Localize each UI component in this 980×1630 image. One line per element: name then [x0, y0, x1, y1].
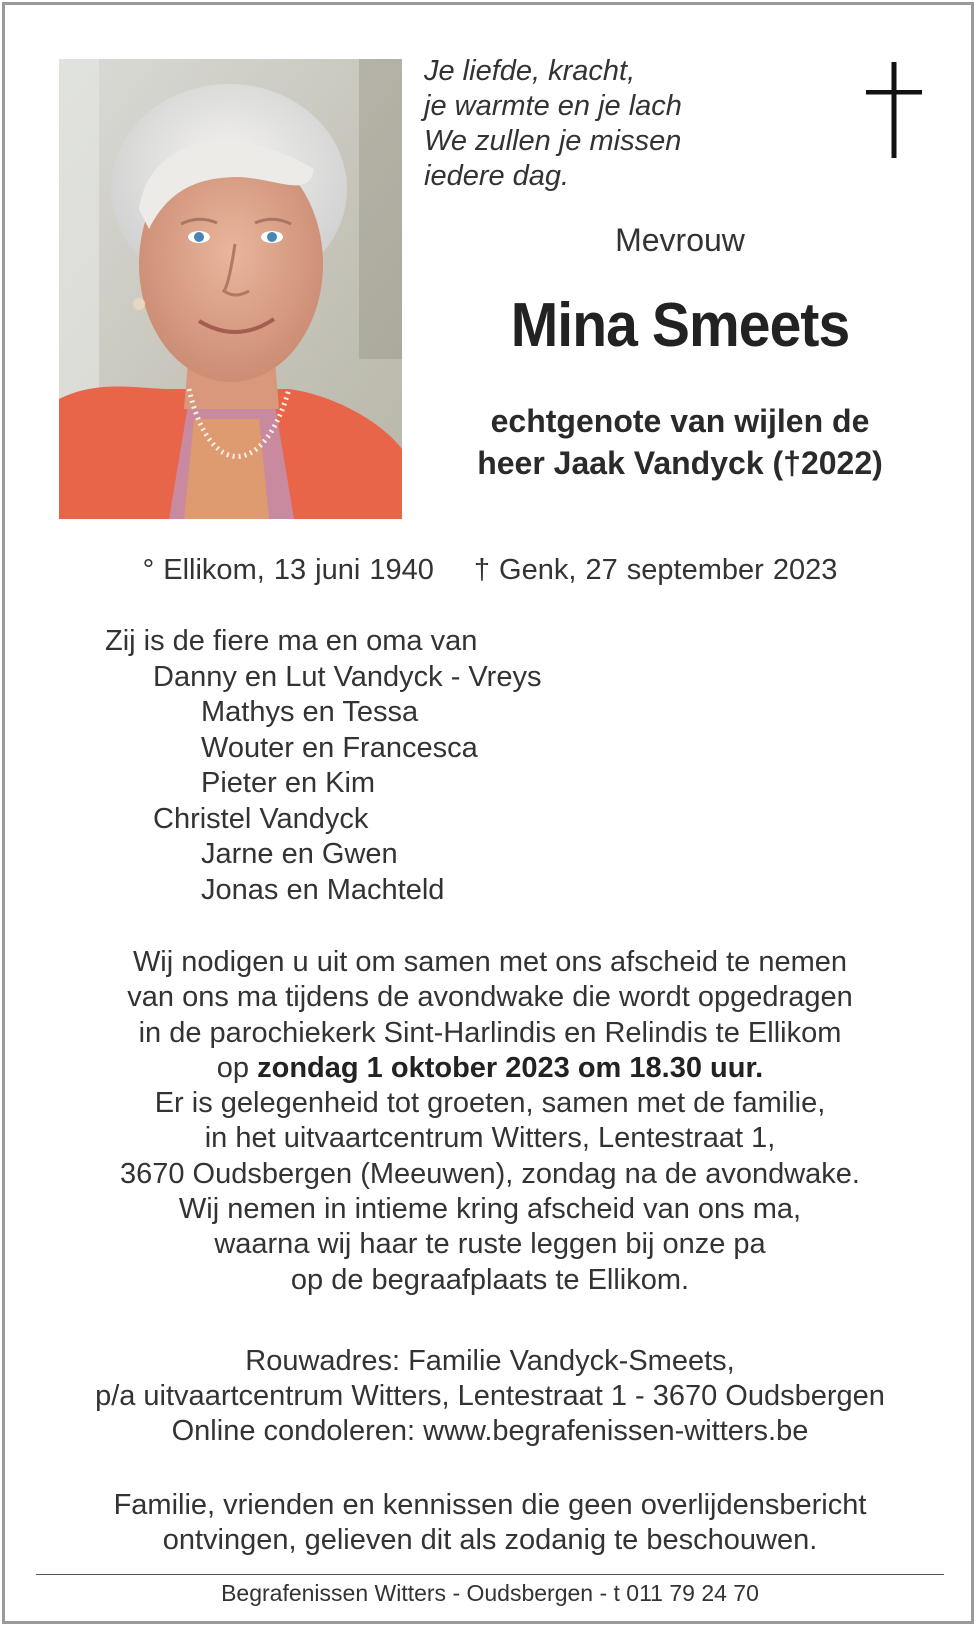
invitation-line: op de begraafplaats te Ellikom.: [290, 1263, 690, 1296]
poem-line: iedere dag.: [424, 160, 570, 192]
grandchild-name: Jarne en Gwen: [201, 838, 398, 870]
invitation-line: Wij nodigen u uit om samen met ons afscheid te nemen: [132, 946, 848, 978]
portrait-photo: [59, 59, 402, 519]
invitation-line: Er is gelegenheid tot groeten, samen met de familie,: [154, 1087, 826, 1120]
notice-text: [0, 1488, 980, 1558]
family-list: [105, 624, 541, 908]
condolence-link[interactable]: Online condoleren: www.begrafenissen-witters.be: [171, 1415, 809, 1447]
address-line: Rouwadres: Familie Vandyck-Smeets,: [245, 1345, 735, 1377]
poem: [424, 54, 682, 194]
invitation-line: Wij nemen in intieme kring afscheid van ons ma,: [178, 1193, 802, 1226]
spouse-info: [420, 400, 940, 484]
life-dates: [0, 554, 980, 587]
poem-line: je warmte en je lach: [424, 90, 682, 122]
child-name: Danny en Lut Vandyck - Vreys: [153, 660, 542, 693]
footer-divider: [36, 1574, 944, 1575]
invitation-line: van ons ma tijdens de avondwake die wordt opgedragen: [127, 981, 853, 1014]
invitation-prefix: op: [216, 1051, 258, 1084]
invitation-text: [0, 945, 980, 1298]
cross-icon: [866, 62, 922, 158]
invitation-line: waarna wij haar te ruste leggen bij onze pa: [214, 1228, 766, 1261]
grandchild-name: Wouter en Francesca: [201, 731, 478, 764]
invitation-line: in het uitvaartcentrum Witters, Lentestraat 1,: [204, 1122, 776, 1155]
invitation-line: [0, 1051, 980, 1086]
salutation: Mevrouw: [615, 222, 745, 258]
notice-line: ontvingen, gelieven dit als zodanig te beschouwen.: [162, 1524, 818, 1556]
portrait-image: [59, 59, 402, 519]
poem-line: We zullen je missen: [424, 125, 682, 157]
child-name: Christel Vandyck: [153, 802, 369, 835]
birth-date: ° Ellikom, 13 juni 1940: [142, 554, 434, 586]
invitation-line: in de parochiekerk Sint-Harlindis en Relindis te Ellikom: [138, 1016, 842, 1049]
vigil-datetime: zondag 1 oktober 2023 om 18.30 uur.: [257, 1051, 764, 1084]
spouse-line: heer Jaak Vandyck (†2022): [477, 445, 883, 481]
grandchild-name: Pieter en Kim: [201, 767, 376, 799]
poem-line: Je liefde, kracht,: [424, 55, 636, 87]
address-line: p/a uitvaartcentrum Witters, Lentestraat 1 - 3670 Oudsbergen: [95, 1380, 885, 1412]
notice-line: Familie, vrienden en kennissen die geen overlijdensbericht: [113, 1489, 867, 1521]
grandchild-name: Jonas en Machteld: [201, 873, 445, 906]
family-intro: Zij is de fiere ma en oma van: [105, 625, 478, 657]
deceased-name: Mina Smeets: [510, 291, 850, 360]
funeral-home-footer: Begrafenissen Witters - Oudsbergen - t 011 79 24 70: [221, 1580, 759, 1606]
invitation-line: 3670 Oudsbergen (Meeuwen), zondag na de avondwake.: [119, 1157, 860, 1190]
mourning-address: [0, 1344, 980, 1449]
spouse-line: echtgenote van wijlen de: [490, 403, 870, 439]
grandchild-name: Mathys en Tessa: [201, 696, 419, 728]
death-date: † Genk, 27 september 2023: [473, 554, 838, 586]
